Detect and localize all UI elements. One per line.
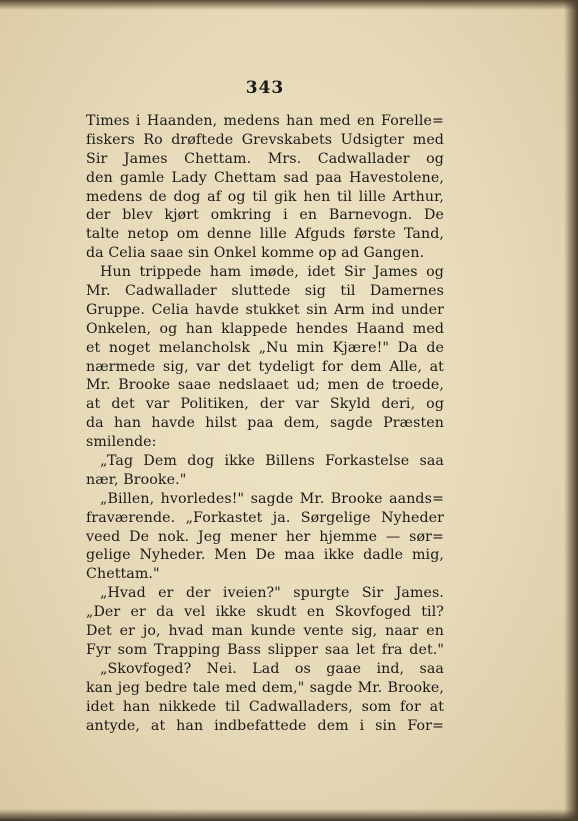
text-line: da Celia saae sin Onkel komme op ad Gangen. [86, 245, 425, 262]
text-line: Gruppe. Celia havde stukket sin Arm ind under [86, 301, 444, 318]
text-line: den gamle Lady Chettam sad paa Havestolene, [86, 169, 444, 186]
text-line: „Hvad er der iveien?" spurgte Sir James. [100, 585, 444, 602]
text-line: smilende: [86, 434, 157, 451]
text-line: medens de dog af og til gik hen til lille Arthur, [86, 188, 444, 205]
text-line: „Tag Dem dog ikke Billens Forkastelse saa [100, 453, 444, 470]
page-edge-shadow [0, 809, 578, 821]
text-line: Mr. Brooke saae nedslaaet ud; men de troede, [86, 377, 444, 394]
text-line: veed De nok. Jeg mener her hjemme — sør= [86, 528, 444, 545]
text-line: Hun trippede ham imøde, idet Sir James og [100, 264, 444, 281]
text-line: „Skovfoged? Nei. Lad os gaae ind, saa [100, 660, 444, 677]
text-line: antyde, at han indbefattede dem i sin For= [86, 717, 444, 734]
text-line: Chettam." [86, 566, 160, 583]
text-line: Mr. Cadwallader sluttede sig til Damernes [86, 283, 444, 300]
page-number: 343 [245, 78, 285, 98]
text-line: Times i Haanden, medens han med en Forelle= [86, 113, 444, 129]
body-text [86, 112, 444, 735]
text-line: idet han nikkede til Cadwalladers, som for at [86, 698, 444, 715]
text-line: „Billen, hvorledes!" sagde Mr. Brooke aands= [100, 490, 444, 507]
text-line: kan jeg bedre tale med dem," sagde Mr. Brooke, [86, 679, 444, 696]
text-line: da han havde hilst paa dem, sagde Præsten [86, 415, 444, 432]
text-line: der blev kjørt omkring i en Barnevogn. De [86, 207, 444, 224]
text-line: Onkelen, og han klappede hendes Haand med [86, 320, 444, 337]
text-line: talte netop om denne lille Afguds første Tand, [86, 226, 444, 243]
text-line: fiskers Ro drøftede Grevskabets Udsigter med [86, 131, 444, 148]
text-line: et noget melancholsk „Nu min Kjære!" Da de [86, 339, 444, 356]
text-line: nærmede sig, var det tydeligt for dem Alle, at [86, 358, 444, 375]
text-line: Det er jo, hvad man kunde vente sig, naar en [86, 623, 444, 640]
text-line: fraværende. „Forkastet ja. Sørgelige Nyheder [86, 509, 444, 526]
text-line: gelige Nyheder. Men De maa ikke dadle mig, [86, 547, 444, 564]
text-line: Sir James Chettam. Mrs. Cadwallader og [86, 150, 444, 167]
text-line: „Der er da vel ikke skudt en Skovfoged til? [86, 604, 444, 621]
text-line: nær, Brooke." [86, 471, 187, 488]
text-line: Fyr som Trapping Bass slipper saa let fra det." [86, 641, 444, 658]
text-line: at det var Politiken, der var Skyld deri, og [86, 396, 444, 413]
